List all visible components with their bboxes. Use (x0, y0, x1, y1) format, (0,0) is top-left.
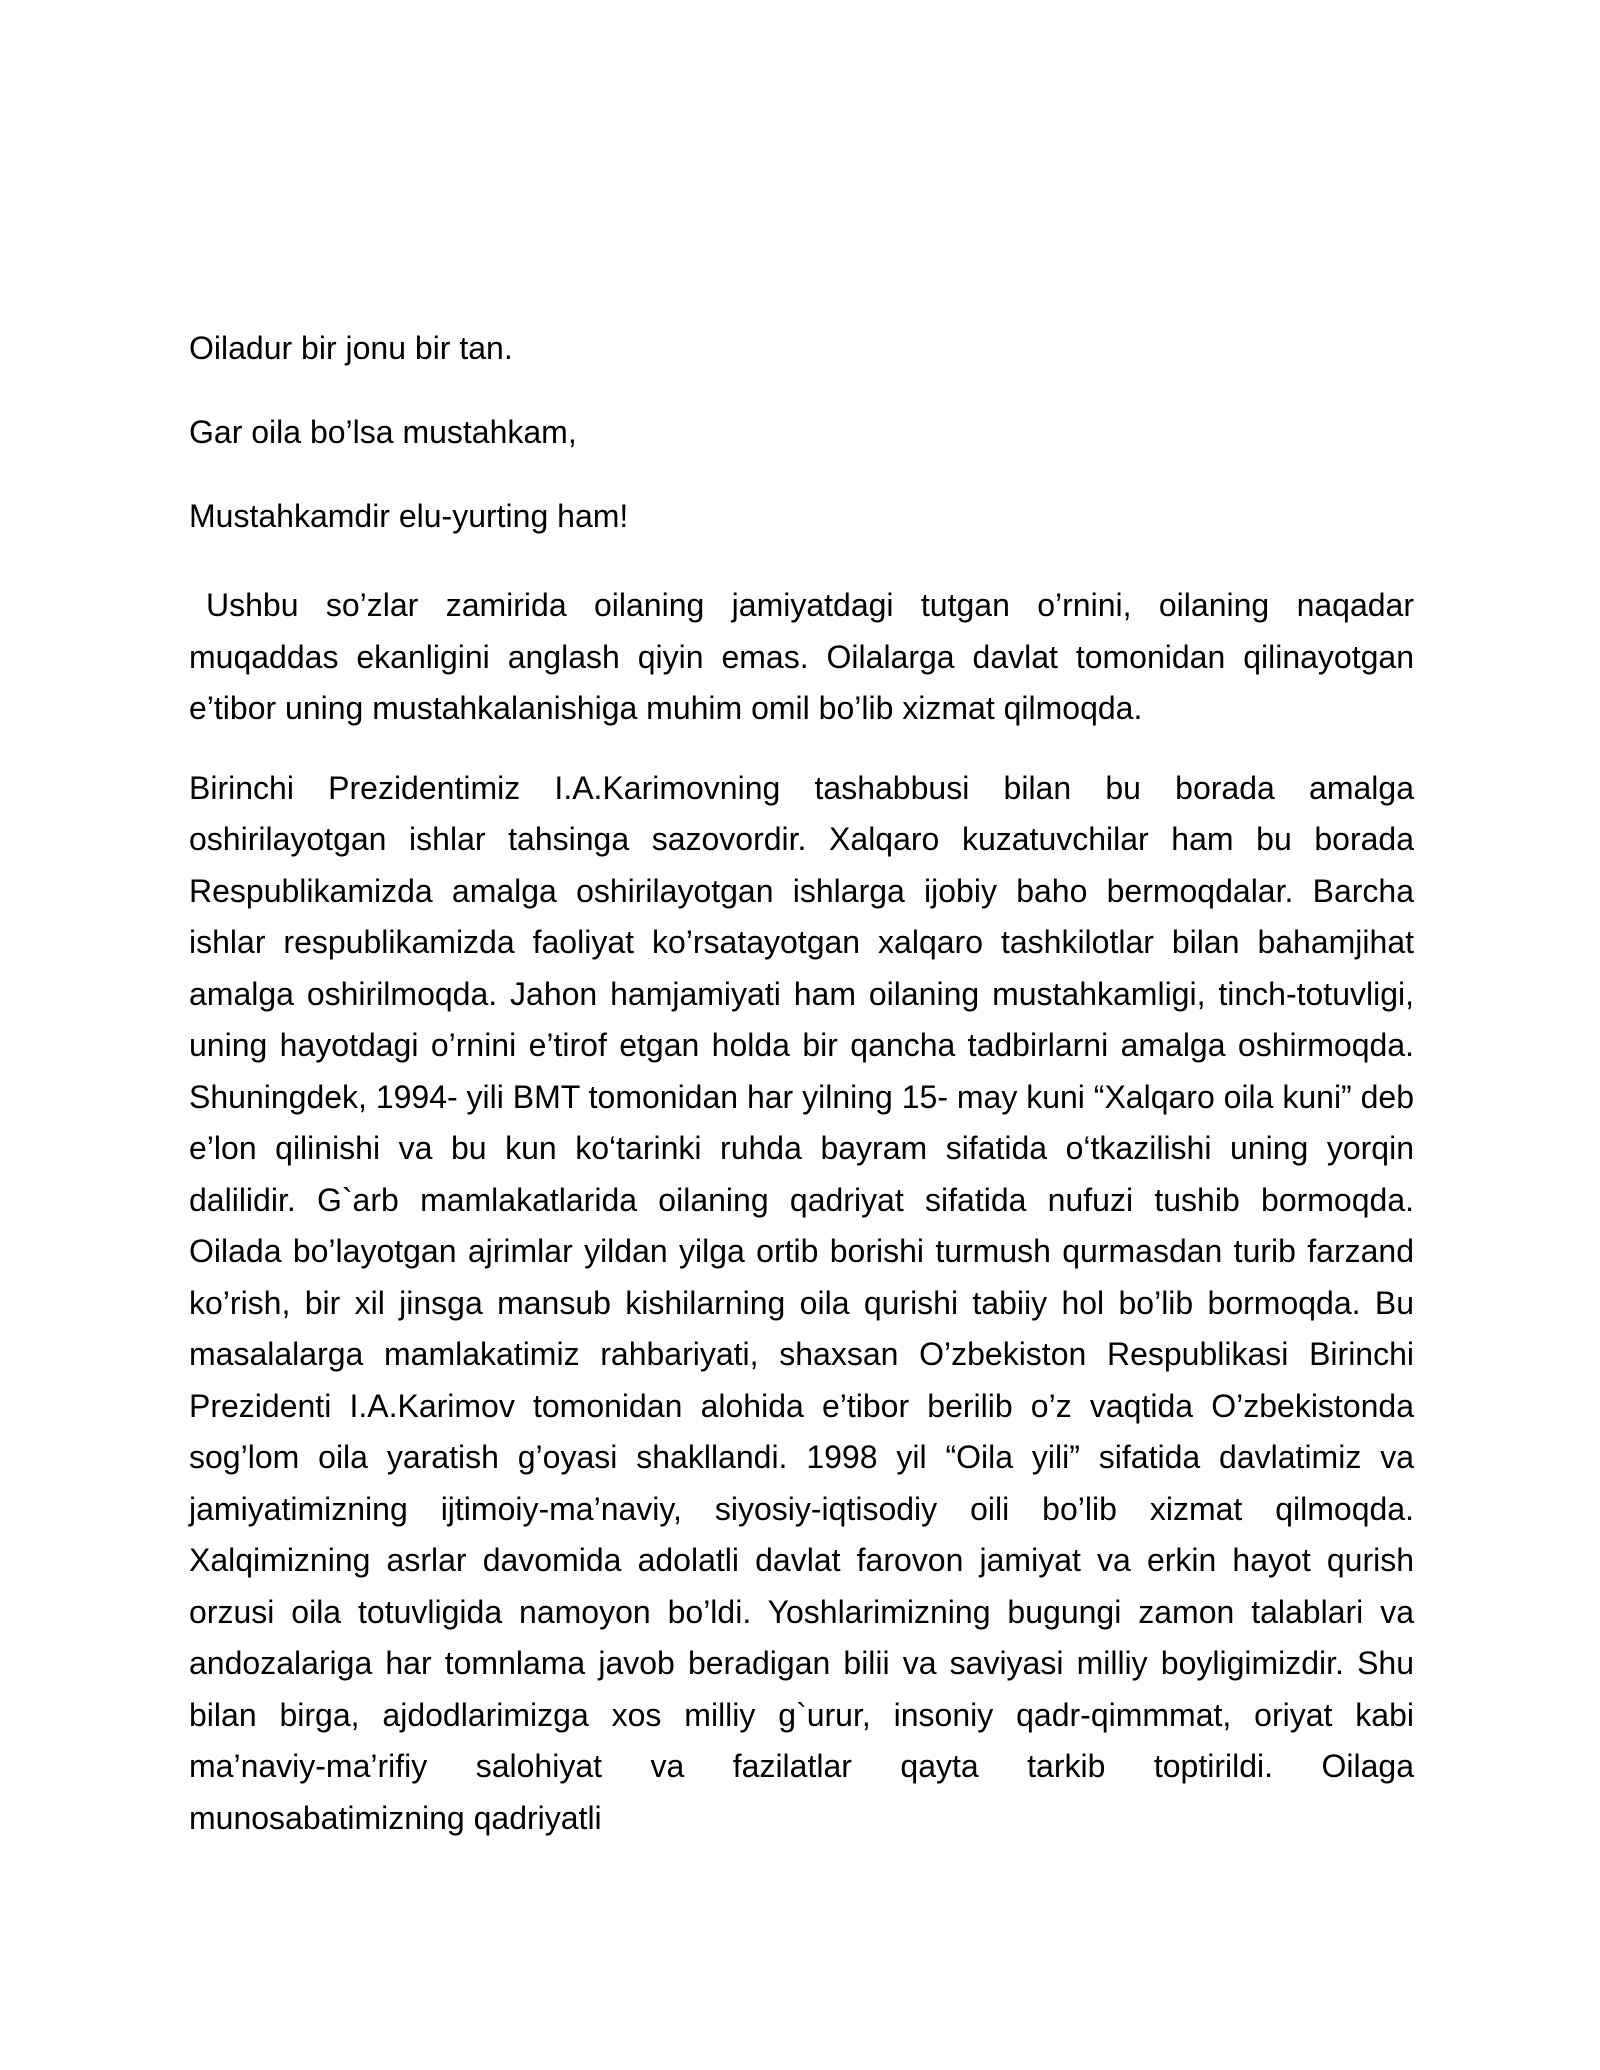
verse-line-1: Oiladur bir jonu bir tan. (189, 330, 513, 366)
paragraph-intro: Ushbu so’zlar zamirida oilaning jamiyatdagi tutgan o’rnini, oilaning naqadar muqaddas ekanligini anglash qiyin emas. Oilalarga davlat tomonidan qilinayotgan e’tibor uning mustahkalanishiga muhim omil bo’lib xizmat qilmoqda. (189, 587, 1414, 726)
verse-line-2: Gar oila bo’lsa mustahkam, (189, 414, 577, 450)
document-body (189, 328, 1414, 1872)
verse-line-3: Mustahkamdir elu-yurting ham! (189, 498, 629, 534)
paragraph-main: Birinchi Prezidentimiz I.A.Karimovning tashabbusi bilan bu borada amalga oshirilayotgan ishlar tahsinga sazovordir. Xalqaro kuzatuvchilar ham bu borada Respublikamizda amalga oshirilayotgan ishlarga ijobiy baho bermoqdalar. Barcha ishlar respublikamizda faoliyat ko’rsatayotgan xalqaro tashkilotlar bilan bahamjihat amalga oshirilmoqda. Jahon hamjamiyati ham oilaning mustahkamligi, tinch-totuvligi, uning hayotdagi o’rnini e’tirof etgan holda bir qancha tadbirlarni amalga oshirmoqda. Shuningdek, 1994- yili BMT tomonidan har yilning 15- may kuni “Xalqaro oila kuni” deb e’lon qilinishi va bu kun ko‘tarinki ruhda bayram sifatida o‘tkazilishi uning yorqin dalilidir. G`arb mamlakatlarida oilaning qadriyat sifatida nufuzi tushib bormoqda. Oilada bo’layotgan ajrimlar yildan yilga ortib borishi turmush qurmasdan turib farzand ko’rish, bir xil jinsga mansub kishilarning oila qurishi tabiiy hol bo’lib bormoqda. Bu masalalarga mamlakatimiz rahbariyati, shaxsan O’zbekiston Respublikasi Birinchi Prezidenti I.A.Karimov tomonidan alohida e’tibor berilib o’z vaqtida O’zbekistonda sog’lom oila yaratish g’oyasi shakllandi. 1998 yil “Oila yili” sifatida davlatimiz va jamiyatimizning ijtimoiy-ma’naviy, siyosiy-iqtisodiy oili bo’lib xizmat qilmoqda. Xalqimizning asrlar davomida adolatli davlat farovon jamiyat va erkin hayot qurish orzusi oila totuvligida namoyon bo’ldi. Yoshlarimizning bugungi zamon talablari va andozalariga har tomnlama javob beradigan bilii va saviyasi milliy boyligimizdir. Shu bilan birga, ajdodlarimizga xos milliy g`urur, insoniy qadr-qimmmat, oriyat kabi ma’naviy-ma’rifiy salohiyat va fazilatlar qayta tarkib toptirildi. Oilaga munosabatimizning qadriyatli (189, 769, 1414, 1836)
